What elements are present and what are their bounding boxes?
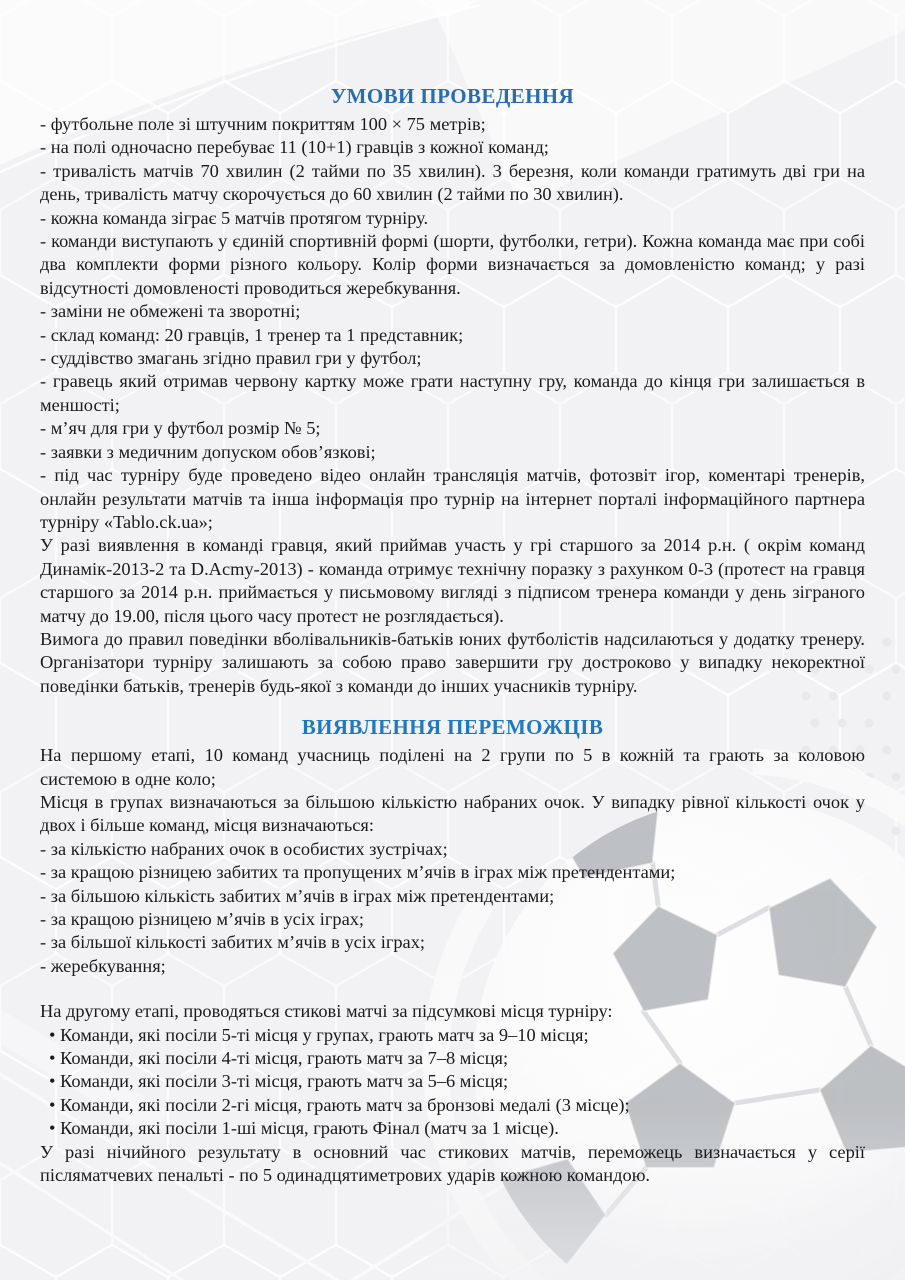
paragraph: Вимога до правил поведінки вболівальників-батьків юних футболістів надсилаються у додатку тренеру. Організатори турніру залишають за собою право завершити гру достроково у випадку некоректної поведінки батьків, тренерів будь-якої з команди до інших учасників турніру. [40, 628, 865, 696]
paragraph: - кожна команда зіграє 5 матчів протягом турніру. [40, 207, 429, 228]
paragraph: - за кращою різницею м’ячів в усіх іграх; [40, 909, 365, 929]
paragraph: • Команди, які посіли 2-гі місця, грають матч за бронзові медалі (3 місце); [49, 1094, 630, 1115]
paragraph: У разі нічийного результату в основний час стикових матчів, переможець визначається у серії післяматчевих пенальті - по 5 одинадцятиметрових ударів кожною командою. [40, 1141, 865, 1186]
section-title: УМОВИ ПРОВЕДЕННЯ [330, 84, 575, 108]
paragraph: У разі виявлення в команді гравця, який приймав участь у грі старшого за 2014 р.н. ( окрім команд Динамік-2013-2 та D.Acmy-2013) - команда отримує технічну поразку з рахунком 0-3 (протест на гравця старшого за 2014 р.н. приймається у письмовому вигляді з підписом тренера команди у день зіграного матчу до 19.00, після цього часу протест не розглядається). [40, 535, 865, 626]
paragraph: На першому етапі, 10 команд учасниць поділені на 2 групи по 5 в кожній та грають за коловою системою в одне коло; [40, 745, 865, 789]
paragraph: • Команди, які посіли 3-ті місця, грають матч за 5–6 місця; [49, 1071, 509, 1092]
paragraph: - тривалість матчів 70 хвилин (2 тайми по 35 хвилин). 3 березня, коли команди гратимуть дві гри на день, тривалість матчу скорочується до 60 хвилин (2 тайми по 30 хвилин). [40, 160, 865, 205]
paragraph: • Команди, які посіли 1-ші місця, грають Фінал (матч за 1 місце). [49, 1118, 559, 1139]
paragraph: - під час турніру буде проведено відео онлайн трансляція матчів, фотозвіт ігор, коментарі тренерів, онлайн результати матчів та інша інформація про турнір на інтернет порталі інформаційного партнера турніру «Tablo.ck.ua»; [40, 465, 865, 532]
paragraph: Місця в групах визначаються за більшою кількістю набраних очок. У випадку рівної кількості очок у двох і більше команд, місця визначаються: [40, 791, 865, 836]
paragraph: - за кращою різницею забитих та пропущених м’ячів в іграх між претендентами; [40, 862, 676, 883]
paragraph: - заміни не обмежені та зворотні; [40, 301, 301, 322]
paragraph: На другому етапі, проводяться стикові матчі за підсумкові місця турніру: [40, 1001, 613, 1022]
paragraph: - команди виступають у єдиній спортивній формі (шорти, футболки, гетри). Кожна команда має при собі два комплекти форми різного кольору. Колір форми визначається за домовленістю команд; у разі відсутності домовленості проводиться жеребкування. [40, 231, 865, 298]
paragraph: - на полі одночасно перебуває 11 (10+1) гравців з кожної команд; [40, 137, 549, 158]
paragraph: - за більшою кількість забитих м’ячів в іграх між претендентами; [40, 885, 555, 906]
paragraph-spacer [40, 978, 865, 1000]
paragraph: - склад команд: 20 гравців, 1 тренер та 1 представник; [40, 324, 464, 345]
paragraph: - футбольне поле зі штучним покриттям 100 × 75 метрів; [40, 114, 486, 134]
section-title: ВИЯВЛЕННЯ ПЕРЕМОЖЦІВ [301, 715, 604, 740]
paragraph: - суддівство змагань згідно правил гри у футбол; [40, 348, 422, 369]
paragraph: - м’яч для гри у футбол розмір № 5; [40, 418, 321, 439]
paragraph: - жеребкування; [40, 955, 166, 976]
paragraph: - за більшої кількості забитих м’ячів в усіх іграх; [40, 932, 426, 953]
paragraph: - заявки з медичним допуском обов’язкові; [40, 441, 376, 462]
paragraph: - за кількістю набраних очок в особистих зустрічах; [40, 838, 448, 859]
paragraph: • Команди, які посіли 5-ті місця у групах, грають матч за 9–10 місця; [49, 1024, 589, 1045]
paragraph: - гравець який отримав червону картку може грати наступну гру, команда до кінця гри залишається в меншості; [40, 371, 865, 415]
paragraph: • Команди, які посіли 4-ті місця, грають матч за 7–8 місця; [49, 1048, 509, 1069]
